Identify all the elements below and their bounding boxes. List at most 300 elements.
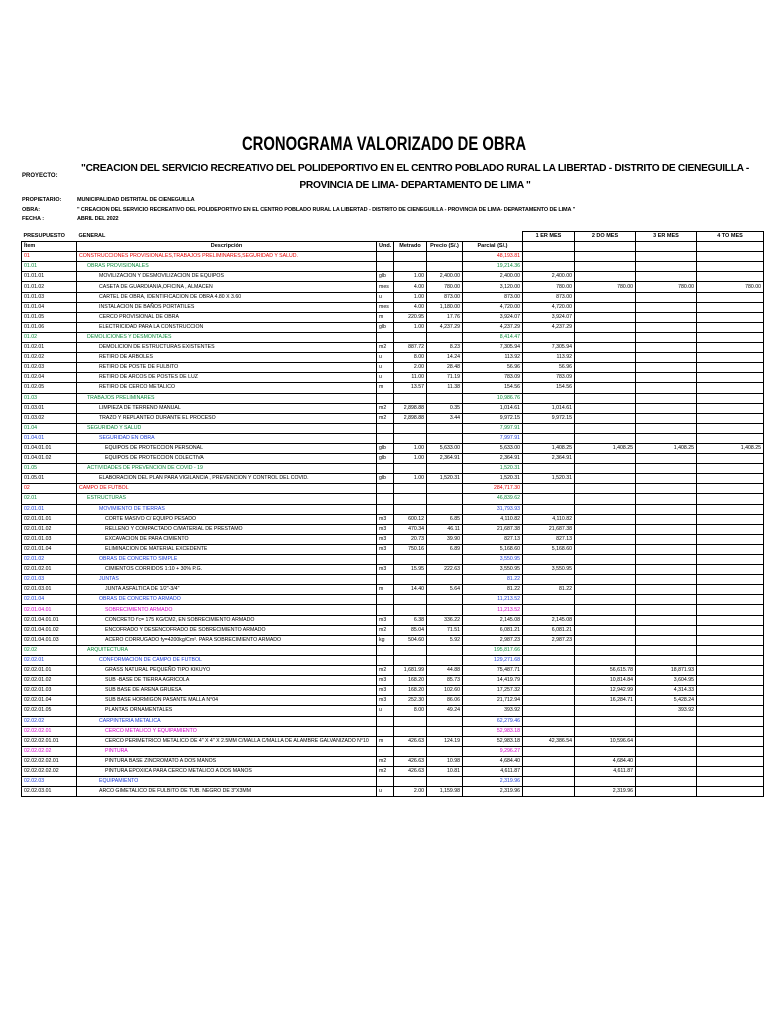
month-4-cell [697,645,764,655]
metrado-cell [394,595,427,605]
description-cell: CERCO PERIMETRICO METALICO DE 4" X 4" X 2.5MM C/MALLA C/MALLA DE ALAMBRE GALVANIZADO N°10 [77,736,377,746]
table-row [22,262,764,272]
price-cell [427,645,463,655]
price-cell: 124.19 [427,736,463,746]
month-2-cell: 56,615.78 [575,666,636,676]
month-2-cell: 10,814.84 [575,676,636,686]
price-header: Precio (S/.) [427,242,463,252]
unit-cell [377,433,394,443]
month-2-cell [575,252,636,262]
table-row [22,676,764,686]
month-4-cell [697,464,764,474]
metrado-cell: 1.00 [394,322,427,332]
month-2-cell [575,605,636,615]
price-cell: 14.24 [427,353,463,363]
table-row [22,292,764,302]
month-1-cell: 783.09 [523,373,575,383]
month-4-cell [697,413,764,423]
item-cell: 02.02.02.01.01 [22,736,77,746]
item-cell: 01.02.04 [22,373,77,383]
month-3-cell [636,726,697,736]
month-1-cell [523,726,575,736]
partial-cell: 11,213.52 [463,605,523,615]
item-cell: 01.02.01 [22,343,77,353]
price-cell [427,393,463,403]
item-header: Ítem [22,242,77,252]
unit-cell: m2 [377,403,394,413]
month-3-cell [636,373,697,383]
unit-cell: m3 [377,544,394,554]
price-cell: 10.81 [427,766,463,776]
month-4-cell [697,393,764,403]
propietario-value: MUNICIPALIDAD DISTRITAL DE CIENEGUILLA [77,197,195,203]
month-4-cell [697,474,764,484]
month-1-cell [523,494,575,504]
price-cell [427,595,463,605]
month-3-cell [636,787,697,797]
price-cell: 336.22 [427,615,463,625]
table-row [22,706,764,716]
price-cell: 39.90 [427,534,463,544]
description-cell: ELECTRICIDAD PARA LA CONSTRUCCION [77,322,377,332]
price-cell: 17.76 [427,312,463,322]
month-3-cell: 3,604.95 [636,676,697,686]
description-cell: PINTURA EPOXICA PARA CERCO METALICO A DOS MANOS [77,766,377,776]
item-cell: 01.04.01 [22,433,77,443]
item-cell: 01.04 [22,423,77,433]
description-cell: CARPINTERIA METALICA [77,716,377,726]
unit-cell [377,262,394,272]
price-cell: 44.88 [427,666,463,676]
month-1-cell [523,696,575,706]
month-4-cell [697,716,764,726]
metrado-cell [394,655,427,665]
partial-cell: 14,419.79 [463,676,523,686]
price-cell [427,605,463,615]
price-cell: 85.73 [427,676,463,686]
month-3-cell [636,524,697,534]
month-1-cell: 4,110.82 [523,514,575,524]
price-cell [427,504,463,514]
item-cell: 02.02.02 [22,716,77,726]
item-cell: 02.02.02.02.02 [22,766,77,776]
month-3-cell: 18,871.93 [636,666,697,676]
month-2-cell: 12,942.99 [575,686,636,696]
unit-cell [377,423,394,433]
month-4-cell [697,383,764,393]
partial-cell: 154.56 [463,383,523,393]
month-3-cell [636,454,697,464]
proyecto-text: "CREACION DEL SERVICIO RECREATIVO DEL POLIDEPORTIVO EN EL CENTRO POBLADO RURAL LA LIBERTAD - DISTRITO DE CIENEGUILLA - PROVINCIA DE LIMA- DEPARTAMENTO DE LIMA " [81,163,749,191]
unit-cell: glb [377,454,394,464]
description-cell: CASETA DE GUARDIANIA,OFICINA , ALMACEN [77,282,377,292]
month-4-cell [697,484,764,494]
metrado-cell: 600.12 [394,514,427,524]
month-3-cell [636,534,697,544]
metrado-cell: 1.00 [394,443,427,453]
partial-cell: 21,712.94 [463,696,523,706]
month-1-cell [523,666,575,676]
unit-cell [377,555,394,565]
table-row [22,474,764,484]
month-2-header: 2 DO MES [575,232,636,242]
table-row [22,383,764,393]
partial-cell: 7,997.91 [463,423,523,433]
month-3-cell [636,433,697,443]
item-cell: 02.02.01.02 [22,676,77,686]
table-row [22,716,764,726]
month-3-cell [636,322,697,332]
description-cell: MOVILIZACION Y DESMOVILIZACION DE EQUIPOS [77,272,377,282]
month-3-cell [636,393,697,403]
partial-cell: 1,520.31 [463,474,523,484]
metrado-cell: 8.00 [394,706,427,716]
month-4-cell [697,777,764,787]
unit-cell: m3 [377,686,394,696]
unit-cell: glb [377,272,394,282]
month-4-cell [697,544,764,554]
month-2-cell [575,363,636,373]
partial-cell: 2,319.96 [463,777,523,787]
price-cell: 780.00 [427,282,463,292]
metrado-cell: 4.00 [394,282,427,292]
table-row [22,302,764,312]
month-1-cell: 873.00 [523,292,575,302]
month-3-cell: 780.00 [636,282,697,292]
partial-cell: 48,193.81 [463,252,523,262]
month-3-cell [636,332,697,342]
month-3-cell [636,413,697,423]
item-cell: 02.01.03 [22,575,77,585]
table-row [22,403,764,413]
month-2-cell [575,625,636,635]
proyecto-label: PROYECTO: [22,173,58,179]
partial-cell: 3,120.00 [463,282,523,292]
month-4-cell [697,403,764,413]
price-cell [427,494,463,504]
unit-cell: m2 [377,413,394,423]
price-cell [427,716,463,726]
partial-cell: 2,987.23 [463,635,523,645]
item-cell: 02.01.01 [22,504,77,514]
price-cell [427,433,463,443]
month-2-cell [575,706,636,716]
unit-cell [377,645,394,655]
month-4-cell [697,726,764,736]
month-3-cell [636,504,697,514]
month-2-cell [575,403,636,413]
partial-cell: 5,168.60 [463,544,523,554]
presupuesto-label: PRESUPUESTO [23,232,65,239]
item-cell: 01.05.01 [22,474,77,484]
description-cell: ARQUITECTURA [77,645,377,655]
unit-cell: m2 [377,343,394,353]
description-cell: CIMIENTOS CORRIDOS 1:10 + 30% P.G. [77,565,377,575]
month-2-cell: 16,284.71 [575,696,636,706]
price-cell: 2,400.00 [427,272,463,282]
month-2-cell: 1,408.25 [575,443,636,453]
metrado-cell: 20.73 [394,534,427,544]
item-cell: 01 [22,252,77,262]
description-cell: TRAZO Y REPLANTEO DURANTE EL PROCESO [77,413,377,423]
metrado-cell: 168.20 [394,676,427,686]
item-cell: 01.01.01 [22,272,77,282]
month-1-header: 1 ER MES [523,232,575,242]
month-2-cell [575,615,636,625]
month-1-cell: 1,408.25 [523,443,575,453]
description-cell: CERCO METALICO Y EQUIPAMIENTO [77,726,377,736]
partial-cell: 195,817.66 [463,645,523,655]
month-4-cell [697,534,764,544]
item-cell: 02.02.02.02.01 [22,756,77,766]
month-4-cell [697,373,764,383]
partial-cell: 5,633.00 [463,443,523,453]
month-3-cell [636,403,697,413]
month-3-cell [636,474,697,484]
price-cell: 5.64 [427,585,463,595]
unit-cell: m3 [377,524,394,534]
description-cell: GRASS NATURAL PEQUEÑO TIPO KIKUYO [77,666,377,676]
month-4-cell [697,322,764,332]
month-3-cell [636,575,697,585]
description-cell: SUB BASE DE ARENA GRUESA [77,686,377,696]
month-3-cell: 393.92 [636,706,697,716]
month-2-cell: 2,319.96 [575,787,636,797]
month-4-cell [697,766,764,776]
month-1-cell: 4,720.00 [523,302,575,312]
table-row [22,655,764,665]
partial-cell: 52,983.18 [463,736,523,746]
month-3-cell [636,777,697,787]
unit-cell: u [377,363,394,373]
partial-header: Parcial (S/.) [463,242,523,252]
month-2-cell [575,272,636,282]
unit-cell: u [377,787,394,797]
price-cell: 1,520.31 [427,474,463,484]
month-4-cell [697,504,764,514]
month-1-cell: 3,550.95 [523,565,575,575]
unit-cell: glb [377,322,394,332]
item-cell: 02.01.04.01.03 [22,635,77,645]
item-cell: 01.02.05 [22,383,77,393]
description-cell: MOVIMIENTO DE TIERRAS [77,504,377,514]
month-1-cell: 2,364.91 [523,454,575,464]
month-4-cell [697,635,764,645]
description-cell: JUNTA ASFALTICA DE 1/2"-3/4" [77,585,377,595]
month-2-cell [575,716,636,726]
month-2-cell [575,292,636,302]
item-cell: 01.01.05 [22,312,77,322]
column-header-row [22,242,764,252]
month-4-cell [697,332,764,342]
table-row [22,565,764,575]
price-cell: 3.44 [427,413,463,423]
month-4-cell [697,433,764,443]
metrado-cell [394,575,427,585]
month-3-cell [636,756,697,766]
partial-cell: 783.09 [463,373,523,383]
price-cell: 4,237.29 [427,322,463,332]
item-cell: 02.01.01.01 [22,514,77,524]
table-row [22,666,764,676]
unit-cell: m3 [377,615,394,625]
table-row [22,726,764,736]
item-cell: 02.02.01 [22,655,77,665]
unit-cell: m2 [377,766,394,776]
partial-cell: 52,983.18 [463,726,523,736]
partial-cell: 19,214.36 [463,262,523,272]
month-3-cell [636,423,697,433]
price-cell: 28.48 [427,363,463,373]
description-cell: RETIRO DE CERCO METALICO [77,383,377,393]
month-2-cell [575,595,636,605]
table-row [22,544,764,554]
partial-cell: 81.22 [463,575,523,585]
metrado-cell: 14.40 [394,585,427,595]
month-3-cell [636,635,697,645]
table-row [22,777,764,787]
table-row [22,282,764,292]
table-row [22,464,764,474]
month-4-cell [697,625,764,635]
metrado-cell: 426.63 [394,766,427,776]
metrado-cell: 6.38 [394,615,427,625]
partial-cell: 4,720.00 [463,302,523,312]
unit-cell: u [377,706,394,716]
month-2-cell [575,322,636,332]
metrado-cell [394,393,427,403]
metrado-cell: 1,681.99 [394,666,427,676]
item-cell: 01.02.02 [22,353,77,363]
month-2-cell [575,484,636,494]
month-1-cell [523,766,575,776]
description-cell: EQUIPAMIENTO [77,777,377,787]
month-1-cell: 81.22 [523,585,575,595]
month-3-cell [636,736,697,746]
month-2-cell: 4,611.87 [575,766,636,776]
month-3-cell [636,716,697,726]
partial-cell: 393.92 [463,706,523,716]
month-1-cell: 4,237.29 [523,322,575,332]
partial-cell: 8,414.47 [463,332,523,342]
table-row [22,555,764,565]
metrado-cell [394,494,427,504]
description-cell: CORTE MASIVO C/ EQUIPO PESADO [77,514,377,524]
metrado-cell: 1.00 [394,454,427,464]
month-4-cell: 780.00 [697,282,764,292]
item-cell: 01.03.02 [22,413,77,423]
table-row [22,504,764,514]
description-cell: PLANTAS ORNAMENTALES [77,706,377,716]
price-cell: 0.35 [427,403,463,413]
month-3-cell [636,484,697,494]
price-cell [427,464,463,474]
month-2-cell [575,726,636,736]
partial-cell: 4,684.40 [463,756,523,766]
item-cell: 02.02.01.01 [22,666,77,676]
unit-cell [377,494,394,504]
description-cell: RETIRO DE ARBOLES [77,353,377,363]
month-4-cell [697,353,764,363]
price-cell: 6.85 [427,514,463,524]
partial-cell: 11,213.52 [463,595,523,605]
partial-cell: 3,550.95 [463,565,523,575]
table-row [22,393,764,403]
item-cell: 02.01.03.01 [22,585,77,595]
table-row [22,625,764,635]
unit-cell [377,716,394,726]
month-1-cell: 7,305.94 [523,343,575,353]
month-2-cell [575,555,636,565]
metrado-cell: 15.95 [394,565,427,575]
item-cell: 02.02.02.01 [22,726,77,736]
item-cell: 02.01.04.01 [22,605,77,615]
unit-cell [377,726,394,736]
table-row [22,635,764,645]
description-cell: CERCO PROVISIONAL DE OBRA [77,312,377,322]
month-4-cell [697,423,764,433]
unit-cell: mes [377,302,394,312]
price-cell [427,252,463,262]
metrado-cell [394,605,427,615]
month-2-cell [575,494,636,504]
metrado-cell [394,726,427,736]
unit-cell: glb [377,474,394,484]
table-row [22,343,764,353]
month-1-cell: 42,386.54 [523,736,575,746]
month-4-cell [697,605,764,615]
item-cell: 01.01.04 [22,302,77,312]
month-1-cell [523,706,575,716]
price-cell [427,655,463,665]
month-4-cell [697,706,764,716]
month-1-cell [523,555,575,565]
month-4-header: 4 TO MES [697,232,764,242]
unit-cell [377,393,394,403]
price-cell: 71.19 [427,373,463,383]
description-cell: OBRAS PROVISIONALES [77,262,377,272]
table-row [22,605,764,615]
fecha-value: ABRIL DEL 2022 [77,216,119,223]
month-4-cell [697,787,764,797]
item-cell: 02.01.04 [22,595,77,605]
month-2-cell [575,464,636,474]
item-cell: 02.02.01.05 [22,706,77,716]
month-4-cell [697,676,764,686]
table-row [22,413,764,423]
month-3-cell [636,312,697,322]
unit-cell: m [377,736,394,746]
price-cell [427,555,463,565]
month-4-cell [697,615,764,625]
fecha-label: FECHA : [22,216,45,223]
unit-cell [377,252,394,262]
month-3-cell [636,353,697,363]
month-3-cell [636,494,697,504]
month-1-cell [523,676,575,686]
table-row [22,322,764,332]
description-cell: RELLENO Y COMPACTADO C/MATERIAL DE PRESTAMO [77,524,377,534]
description-cell: LIMPIEZA DE TERRENO MANUAL [77,403,377,413]
table-row [22,575,764,585]
metrado-cell [394,484,427,494]
month-3-cell [636,615,697,625]
month-2-cell [575,534,636,544]
month-1-cell [523,746,575,756]
month-3-cell [636,605,697,615]
month-3-cell [636,645,697,655]
metrado-cell [394,716,427,726]
